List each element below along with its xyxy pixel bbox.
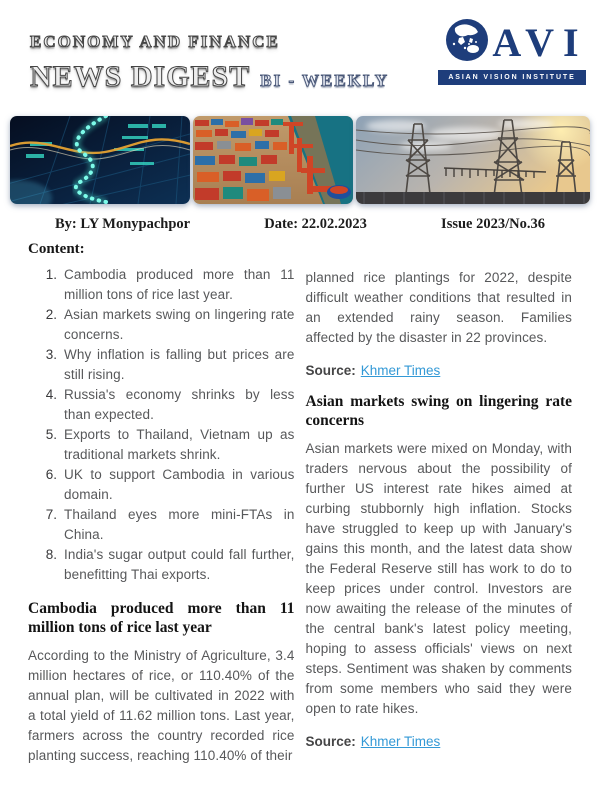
content-item-2: 2. Asian markets swing on lingering rate concerns. (61, 305, 295, 345)
article1-title: Cambodia produced more than 11 million tons of rice last year (28, 600, 295, 636)
article2-body: Asian markets were mixed on Monday, with traders nervous about the possibility of further US interest rate hikes aimed at curbing stubbornly high inflation. Stocks have struggled to keep up with January's gains this month, and the latest data show the Federal Reserve still has work to do to keep prices under control. Investors are now awaiting the release of the minutes of the central bank's latest policy meeting, hoping to assess officials' views on next steps. Sentiment was shaken by comments from some members who said they were open to rate hikes. (305, 441, 572, 716)
khmer-times-link-2[interactable]: Khmer Times (360, 734, 441, 749)
avi-logo (438, 18, 586, 94)
category-title: ECONOMY AND FINANCE (30, 32, 280, 51)
left-column (28, 241, 295, 766)
content-item-1: 1. Cambodia produced more than 11 million tons of rice last year. (61, 265, 295, 305)
article1-source (306, 363, 573, 378)
author: By: LY Monypachpor (55, 216, 191, 232)
right-column (306, 241, 573, 766)
khmer-times-link-1[interactable]: Khmer Times (360, 363, 441, 378)
article2-source (306, 734, 573, 749)
container-port-image (193, 116, 353, 204)
masthead (30, 18, 389, 94)
content-heading: Content: (28, 241, 85, 257)
page-subtitle: BI - WEEKLY (260, 71, 390, 90)
byline-row (0, 216, 600, 233)
source-label: Source: (305, 734, 356, 749)
banner-strip (10, 116, 590, 204)
article1-body-right: planned rice plantings for 2022, despite difficult weather conditions that resulted in an extended rainy season. Families affected by the disaster in 22 provinces. (305, 270, 572, 345)
avi-acronym: AVI (492, 19, 588, 65)
content-list (28, 265, 295, 585)
content-item-3: 3. Why inflation is falling but prices are still rising. (61, 345, 295, 385)
avi-org-name: ASIAN VISION INSTITUTE (438, 70, 586, 85)
article2-title: Asian markets swing on lingering rate concerns (305, 393, 572, 429)
content-item-4: 4. Russia's economy shrinks by less than expected. (61, 385, 295, 425)
stock-market-chart-image (10, 116, 190, 204)
article1-body-left: According to the Ministry of Agriculture, 3.4 million hectares of rice, or 110.40% of the annual plan, will be cultivated in 2022 with a total yield of 11.62 million tons. Last year, farmers across the country recorded rice planting success, reaching 110.40% of their (28, 648, 295, 763)
content-item-8: 8. India's sugar output could fall further, benefitting Thai exports. (61, 545, 295, 585)
power-lines-image (356, 116, 590, 204)
avi-logo-top (445, 18, 588, 67)
body-columns (0, 233, 600, 766)
content-item-5: 5. Exports to Thailand, Vietnam up as traditional markets shrink. (61, 425, 295, 465)
source-label: Source: (305, 363, 356, 378)
issue-number: Issue 2023/No.36 (441, 216, 545, 232)
issue-date: Date: 22.02.2023 (264, 216, 367, 232)
page-title: NEWS DIGEST (30, 60, 251, 93)
globe-icon (445, 18, 489, 67)
title-row (30, 60, 389, 94)
content-item-6: 6. UK to support Cambodia in various domain. (61, 465, 295, 505)
header (0, 0, 600, 94)
content-item-7: 7. Thailand eyes more mini-FTAs in China. (61, 505, 295, 545)
